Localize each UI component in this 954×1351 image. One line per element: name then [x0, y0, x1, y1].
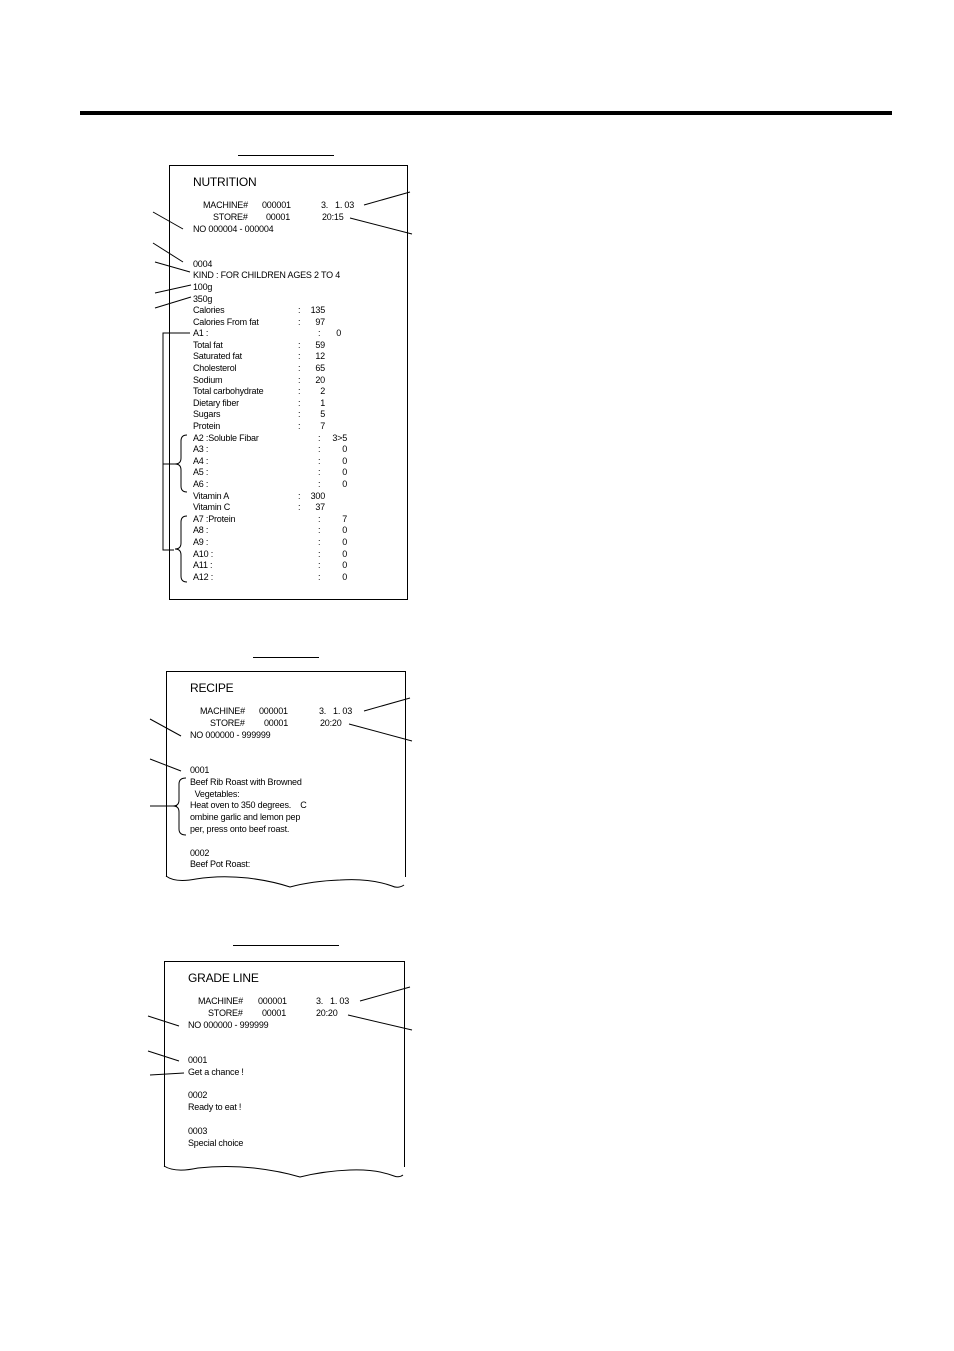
nutrition-brace-a7-a12: [175, 516, 187, 582]
nutrition-row-value: 3>5: [332, 432, 347, 443]
recipe-machine-no: 000001: [259, 706, 288, 716]
nutrition-row-value: 59: [315, 339, 325, 350]
nutrition-row-value: 2: [320, 386, 325, 397]
callout-date-line: [364, 192, 410, 205]
recipe-line: 0002: [190, 847, 210, 858]
nutrition-store-label: STORE#: [213, 212, 248, 222]
nutrition-row-separator: :: [298, 363, 301, 373]
nutrition-row-value: 97: [315, 316, 325, 327]
nutrition-row-label: Total carbohydrate: [193, 386, 264, 397]
nutrition-row-value: 0: [342, 537, 347, 547]
nutrition-row-separator: :: [318, 571, 321, 582]
grade-date: 3. 1. 03: [316, 996, 350, 1006]
nutrition-weight1: 100g: [193, 282, 213, 292]
callout-w1-line: [155, 285, 191, 293]
grade-store-label: STORE#: [208, 1008, 243, 1018]
nutrition-row-separator: :: [318, 513, 321, 524]
nutrition-row-value: 20: [315, 374, 325, 385]
nutrition-row-value: 1: [320, 397, 325, 408]
grade-callout-text-line: [150, 1073, 184, 1075]
nutrition-row-value: 135: [310, 305, 325, 315]
recipe-callout-date-line: [364, 698, 410, 711]
nutrition-row-separator: :: [318, 525, 321, 536]
recipe-brace: [173, 778, 186, 835]
nutrition-row-value: 0: [342, 444, 347, 455]
nutrition-row-separator: :: [298, 397, 301, 408]
nutrition-row-value: 7: [342, 513, 347, 524]
nutrition-store-no: 00001: [266, 212, 291, 222]
nutrition-brace-a2-a6: [175, 435, 187, 492]
recipe-store-no: 00001: [264, 718, 289, 728]
recipe-title: RECIPE: [190, 681, 234, 695]
nutrition-row-separator: :: [318, 467, 321, 478]
nutrition-row-label: Cholesterol: [193, 363, 237, 373]
nutrition-bracket: [163, 333, 190, 550]
nutrition-row-value: 0: [342, 525, 347, 536]
nutrition-row-label: A3 :: [193, 444, 209, 455]
nutrition-row-separator: :: [298, 502, 301, 513]
nutrition-row-label: A7 :Protein: [193, 513, 236, 524]
nutrition-row-separator: :: [318, 444, 321, 455]
recipe-line: Vegetables:: [190, 788, 240, 799]
grade-torn-edge: [164, 1166, 403, 1177]
nutrition-row-label: A11 :: [193, 560, 213, 571]
nutrition-row-separator: :: [298, 339, 301, 350]
recipe-callout-no-line: [150, 719, 181, 736]
grade-line: Get a chance !: [188, 1066, 244, 1077]
recipe-no-range: NO 000000 - 999999: [190, 730, 271, 740]
nutrition-row-value: 0: [342, 571, 347, 582]
nutrition-row-label: Calories: [193, 305, 225, 315]
grade-line: Special choice: [188, 1137, 244, 1148]
nutrition-row-label: Calories From fat: [193, 316, 259, 327]
nutrition-row-value: 0: [342, 455, 347, 466]
nutrition-row-separator: :: [318, 479, 321, 489]
grade-callout-plu-line: [148, 1051, 179, 1061]
callout-kind-line: [155, 262, 190, 272]
nutrition-date: 3. 1. 03: [321, 200, 355, 210]
callout-plu-line: [153, 243, 183, 262]
nutrition-title: NUTRITION: [193, 175, 257, 189]
nutrition-row-label: A12 :: [193, 571, 214, 582]
grade-line: Ready to eat !: [188, 1102, 242, 1113]
nutrition-row-label: Vitamin C: [193, 502, 231, 513]
nutrition-row-value: 0: [342, 479, 347, 489]
nutrition-row-separator: :: [298, 409, 301, 420]
nutrition-row-label: Dietary fiber: [193, 397, 239, 408]
nutrition-row-label: A1 :: [193, 328, 209, 339]
nutrition-no-range: NO 000004 - 000004: [193, 224, 274, 234]
nutrition-row-label: A9 :: [193, 537, 209, 547]
grade-machine-label: MACHINE#: [198, 996, 243, 1006]
nutrition-plu: 0004: [193, 259, 213, 269]
nutrition-row-value: 0: [336, 328, 341, 339]
callout-w2-line: [155, 297, 191, 308]
nutrition-row-label: A5 :: [193, 467, 209, 478]
recipe-line: per, press onto beef roast.: [190, 824, 290, 834]
nutrition-row-separator: :: [298, 351, 301, 362]
nutrition-row-label: Protein: [193, 421, 221, 431]
grade-line: 0002: [188, 1090, 208, 1101]
nutrition-row-label: Total fat: [193, 339, 223, 350]
nutrition-row-value: 0: [342, 548, 347, 559]
nutrition-row-label: A2 :Soluble Fibar: [193, 432, 259, 443]
recipe-line: Heat oven to 350 degrees. C: [190, 800, 307, 811]
nutrition-row-value: 300: [310, 490, 325, 501]
recipe-store-label: STORE#: [210, 718, 245, 728]
recipe-line: ombine garlic and lemon pep: [190, 812, 301, 823]
grade-title: GRADE LINE: [188, 971, 259, 985]
nutrition-row-separator: :: [318, 432, 321, 443]
nutrition-row-label: A8 :: [193, 525, 209, 536]
recipe-date: 3. 1. 03: [319, 706, 353, 716]
nutrition-row-separator: :: [318, 328, 321, 339]
recipe-line: 0001: [190, 765, 210, 775]
nutrition-row-separator: :: [298, 386, 301, 397]
recipe-line: Beef Pot Roast:: [190, 859, 251, 870]
grade-machine-no: 000001: [258, 996, 287, 1006]
nutrition-kind: KIND : FOR CHILDREN AGES 2 TO 4: [193, 270, 341, 280]
nutrition-row-separator: :: [318, 560, 321, 571]
nutrition-row-separator: :: [298, 421, 301, 431]
nutrition-row-label: Sodium: [193, 374, 223, 385]
recipe-callout-plu-line: [150, 759, 181, 771]
recipe-callout-time-line: [349, 724, 412, 741]
nutrition-row-label: A6 :: [193, 479, 209, 489]
nutrition-row-value: 12: [315, 351, 325, 362]
grade-time: 20:20: [316, 1008, 338, 1018]
nutrition-machine-no: 000001: [262, 200, 291, 210]
grade-callout-no-line: [148, 1016, 179, 1026]
nutrition-row-value: 37: [315, 502, 325, 513]
recipe-machine-label: MACHINE#: [200, 706, 245, 716]
nutrition-row-separator: :: [318, 537, 321, 547]
nutrition-row-separator: :: [298, 374, 301, 385]
nutrition-weight2: 350g: [193, 294, 213, 304]
callout-no-line: [153, 212, 183, 229]
recipe-line: Beef Rib Roast with Browned: [190, 776, 302, 787]
grade-callout-time-line: [348, 1015, 412, 1030]
nutrition-row-value: 5: [320, 409, 325, 420]
nutrition-row-separator: :: [318, 455, 321, 466]
grade-callout-date-line: [360, 987, 410, 1001]
nutrition-machine-label: MACHINE#: [203, 200, 248, 210]
callout-time-line: [350, 218, 412, 234]
grade-line: 0003: [188, 1125, 208, 1136]
nutrition-row-label: A4 :: [193, 455, 209, 466]
nutrition-row-label: Saturated fat: [193, 351, 242, 362]
nutrition-row-value: 7: [320, 421, 325, 431]
nutrition-time: 20:15: [322, 212, 344, 222]
grade-line: 0001: [188, 1055, 208, 1065]
nutrition-row-label: Sugars: [193, 409, 221, 420]
nutrition-row-value: 65: [315, 363, 325, 373]
nutrition-row-label: Vitamin A: [193, 490, 230, 501]
recipe-torn-edge: [166, 876, 404, 887]
nutrition-row-separator: :: [298, 305, 301, 315]
grade-store-no: 00001: [262, 1008, 287, 1018]
recipe-time: 20:20: [320, 718, 342, 728]
nutrition-row-separator: :: [318, 548, 321, 559]
grade-no-range: NO 000000 - 999999: [188, 1020, 269, 1030]
nutrition-row-separator: :: [298, 490, 301, 501]
nutrition-row-value: 0: [342, 467, 347, 478]
nutrition-row-value: 0: [342, 560, 347, 571]
nutrition-row-label: A10 :: [193, 548, 214, 559]
nutrition-row-separator: :: [298, 316, 301, 327]
